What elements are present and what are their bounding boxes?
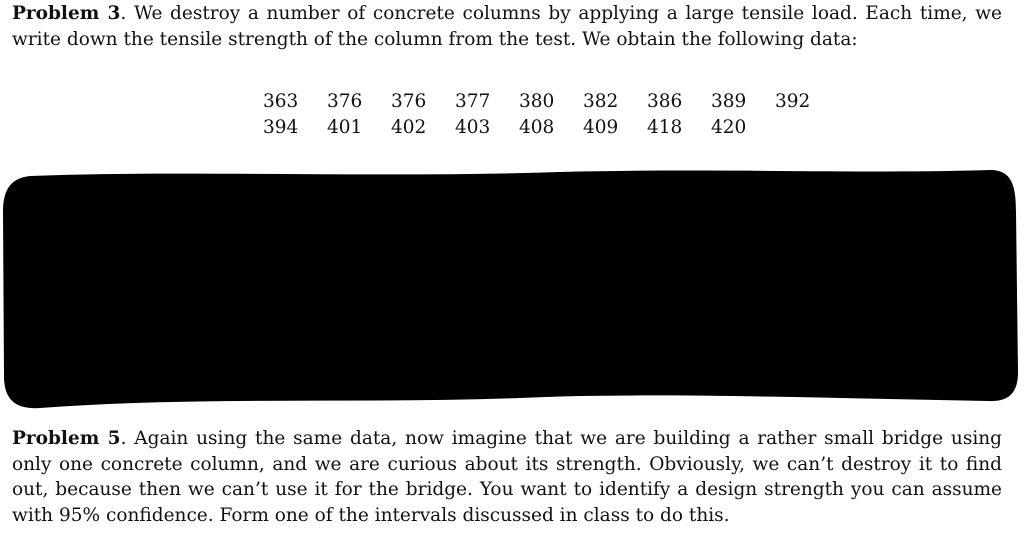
data-row-2	[256, 115, 832, 141]
problem-3-text: . We destroy a number of concrete columns by applying a large tensile load. Each time, we write down the tensile strength of the column from the test. We obtain the following data:	[12, 3, 1003, 50]
data-value: 409	[583, 116, 619, 138]
data-value: 403	[455, 116, 491, 138]
problem-5-text: . Again using the same data, now imagine that we are building a rather small bridge using only one concrete column, and we are curious about its strength. Obviously, we can’t destroy it to find out, because then we can’t use it for the bridge. You want to identify a design strength you can assume with 95% confidence. Form one of the intervals discussed in class to do this.	[12, 428, 1002, 526]
data-value: 420	[711, 116, 747, 138]
data-value: 394	[263, 116, 299, 138]
redaction-block	[0, 152, 1024, 417]
tensile-strength-data	[256, 89, 832, 140]
data-value: 389	[711, 91, 747, 112]
data-value: 380	[519, 91, 555, 112]
data-value: 392	[775, 91, 811, 112]
data-value: 418	[647, 116, 683, 138]
data-value: 363	[263, 91, 299, 112]
redaction-shape	[3, 170, 1018, 408]
data-value: 402	[391, 116, 427, 138]
problem-3-label: Problem 3	[12, 3, 121, 24]
data-value: 382	[583, 91, 619, 112]
data-value: 408	[519, 116, 555, 138]
data-value: 377	[455, 91, 491, 112]
data-value: 401	[327, 116, 363, 138]
problem-5-label: Problem 5	[12, 428, 121, 449]
problem-3-paragraph	[12, 1, 1002, 52]
data-value: 386	[647, 91, 683, 112]
data-value: 376	[327, 91, 363, 112]
data-value: 376	[391, 91, 427, 112]
problem-5-paragraph	[12, 426, 1002, 528]
data-row-1	[256, 89, 832, 115]
